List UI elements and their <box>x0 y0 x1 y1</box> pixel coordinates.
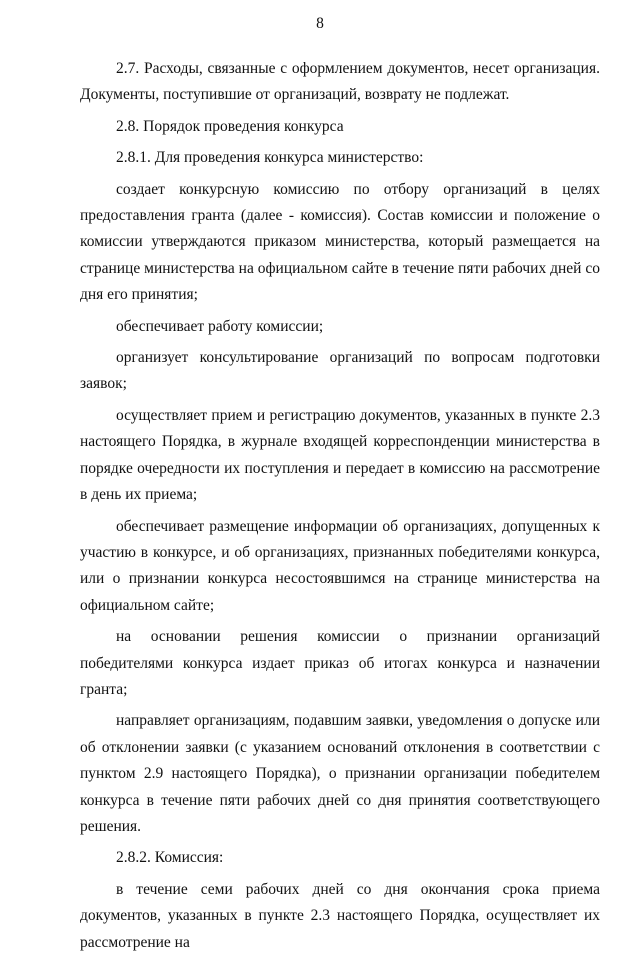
paragraph-issue-order: на основании решения комиссии о признании организаций победителями конкурса издает приказ об итогах конкурса и назначении гранта; <box>80 628 600 698</box>
paragraph-2-8-heading: 2.8. Порядок проведения конкурса <box>116 117 344 135</box>
paragraph-2-8-1-heading: 2.8.1. Для проведения конкурса министерство: <box>116 149 424 167</box>
document-body <box>80 56 600 956</box>
paragraph-create-commission: создает конкурсную комиссию по отбору организаций в целях предоставления гранта (далее - комиссия). Состав комиссии и положение о комиссии утверждаются приказом министерства, который размещается на странице министерства на официальном сайте в течение пяти рабочих дней со дня его принятия; <box>80 180 600 304</box>
paragraph-consulting: организует консультирование организаций по вопросам подготовки заявок; <box>80 349 600 393</box>
page-number: 8 <box>316 15 324 32</box>
paragraph-send-notices: направляет организациям, подавшим заявки, уведомления о допуске или об отклонении заявки (с указанием оснований отклонения в соответствии с пунктом 2.9 настоящего Порядка), о признании организации победителем конкурса в течение пяти рабочих дней со дня принятия соответствующего решения. <box>80 712 600 835</box>
paragraph-seven-days: в течение семи рабочих дней со дня окончания срока приема документов, указанных в пункте 2.3 настоящего Порядка, осуществляет их рассмотрение на <box>80 880 600 951</box>
paragraph-registration: осуществляет прием и регистрацию документов, указанных в пункте 2.3 настоящего Порядка, в журнале входящей корреспонденции министерства в порядке очередности их поступления и передает в комиссию на рассмотрение в день их приема; <box>80 406 600 504</box>
paragraph-2-8-2-heading: 2.8.2. Комиссия: <box>116 849 224 867</box>
paragraph-ensure-work: обеспечивает работу комиссии; <box>116 317 324 335</box>
paragraph-2-7: 2.7. Расходы, связанные с оформлением документов, несет организация. Документы, поступившие от организаций, возврату не подлежат. <box>80 60 600 104</box>
paragraph-publish-info: обеспечивает размещение информации об организациях, допущенных к участию в конкурсе, и об организациях, признанных победителями конкурса, или о признании конкурса несостоявшимся на странице министерства на официальном сайте; <box>80 517 600 614</box>
